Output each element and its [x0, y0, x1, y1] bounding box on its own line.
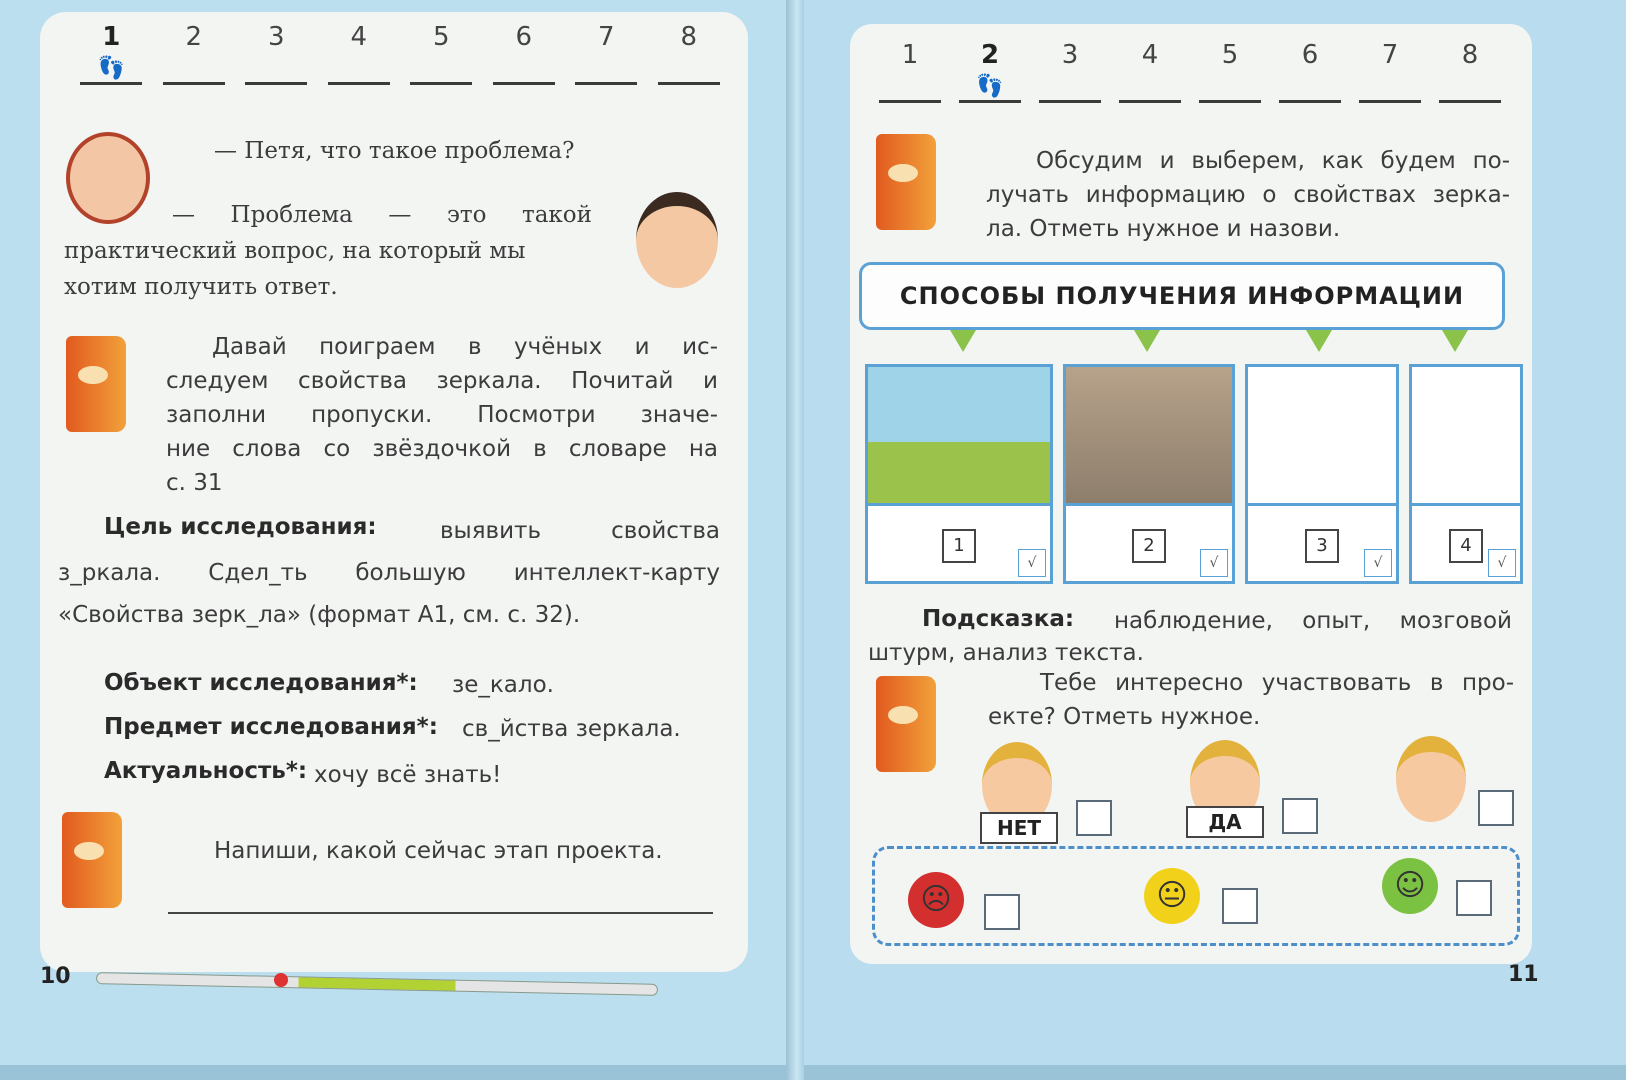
step-4 — [318, 22, 401, 85]
actuality-text: хочу всё знать! — [314, 762, 502, 788]
down-arrow-icon — [950, 330, 976, 352]
method-card-experiment — [1063, 364, 1235, 584]
play-text-line-2: следуем свойства зеркала. Почитай и — [166, 368, 718, 394]
step-7 — [1350, 40, 1430, 103]
step-line — [328, 82, 390, 85]
step-number: 5 — [432, 22, 450, 52]
step-line — [410, 82, 472, 85]
write-prompt: Напиши, какой сейчас этап проекта. — [214, 838, 663, 864]
book-mascot-icon — [66, 336, 126, 432]
goal-label: Цель исследования: — [104, 514, 377, 540]
checkmark-box[interactable]: √ — [1200, 549, 1228, 577]
boy-answer-line-1: — Проблема — это такой — [172, 202, 592, 228]
boy-thinking-avatar — [1396, 736, 1466, 822]
neutral-face-icon: 😐 — [1144, 868, 1200, 924]
card-number: 1 — [942, 529, 976, 563]
brainstorm-image — [1248, 367, 1396, 503]
step-line — [658, 82, 720, 85]
method-card-observation — [865, 364, 1053, 584]
book-mascot-icon — [62, 812, 122, 908]
right-step-tracker — [870, 40, 1510, 103]
card-divider — [1066, 503, 1232, 506]
step-number: 1 — [901, 40, 919, 70]
step-number: 8 — [1461, 40, 1479, 70]
progress-marker — [274, 973, 288, 987]
interest-line-1: Тебе интересно участвовать в про- — [1040, 670, 1514, 696]
boy-answer-line-3: хотим получить ответ. — [64, 274, 338, 300]
lab-experiment-image — [1066, 367, 1232, 503]
subject-text: св_йства зеркала. — [462, 716, 681, 742]
play-text-line-5: с. 31 — [166, 470, 223, 496]
step-line — [1119, 100, 1181, 103]
method-card-brainstorm — [1245, 364, 1399, 584]
info-methods-title: СПОСОБЫ ПОЛУЧЕНИЯ ИНФОРМАЦИИ — [859, 262, 1505, 330]
yes-checkbox[interactable] — [1282, 798, 1318, 834]
step-1 — [870, 40, 950, 103]
step-number: 3 — [1061, 40, 1079, 70]
card-divider — [1248, 503, 1396, 506]
step-number: 3 — [267, 22, 285, 52]
book-mascot-icon — [876, 676, 936, 772]
step-2 — [153, 22, 236, 85]
left-step-tracker — [70, 22, 730, 85]
no-checkbox[interactable] — [1076, 800, 1112, 836]
step-number: 5 — [1221, 40, 1239, 70]
step-line — [959, 100, 1021, 103]
checkmark-box[interactable]: √ — [1364, 549, 1392, 577]
step-line — [493, 82, 555, 85]
step-6 — [1270, 40, 1350, 103]
step-number: 7 — [597, 22, 615, 52]
step-line — [1199, 100, 1261, 103]
step-line — [245, 82, 307, 85]
step-4 — [1110, 40, 1190, 103]
checkmark-box[interactable]: √ — [1488, 549, 1516, 577]
down-arrow-icon — [1442, 330, 1468, 352]
step-5 — [400, 22, 483, 85]
subject-label: Предмет исследования*: — [104, 714, 438, 740]
step-number: 7 — [1381, 40, 1399, 70]
step-3 — [235, 22, 318, 85]
object-text: зе_кало. — [452, 672, 554, 698]
girl-question: — Петя, что такое проблема? — [214, 138, 575, 164]
books-image — [1412, 367, 1520, 503]
no-sign: НЕТ — [980, 812, 1058, 844]
hint-line-1: наблюдение, опыт, мозговой — [1114, 608, 1512, 634]
step-8 — [1430, 40, 1510, 103]
step-line — [879, 100, 941, 103]
card-divider — [1412, 503, 1520, 506]
actuality-label: Актуальность*: — [104, 758, 308, 784]
checkmark-box[interactable]: √ — [1018, 549, 1046, 577]
play-text-line-3: заполни пропуски. Посмотри значе- — [166, 402, 718, 428]
play-text-line-1: Давай поиграем в учёных и ис- — [212, 334, 718, 360]
intro-line-2: лучать информацию о свойствах зерка- — [986, 182, 1510, 208]
step-2 — [950, 40, 1030, 103]
down-arrow-icon — [1306, 330, 1332, 352]
method-card-text-analysis — [1409, 364, 1523, 584]
boy-avatar — [636, 192, 718, 288]
sad-checkbox[interactable] — [984, 894, 1020, 930]
step-line — [80, 82, 142, 85]
down-arrow-icon — [1134, 330, 1160, 352]
card-number: 4 — [1449, 529, 1483, 563]
step-number: 8 — [680, 22, 698, 52]
step-line — [1439, 100, 1501, 103]
girl-avatar — [66, 132, 150, 224]
step-number: 2 — [980, 40, 1000, 70]
right-page-number: 11 — [1508, 962, 1539, 987]
footprints-icon: 👣 — [97, 56, 125, 81]
hint-line-2: штурм, анализ текста. — [868, 640, 1144, 666]
book-mascot-icon — [876, 134, 936, 230]
step-number: 2 — [185, 22, 203, 52]
left-page-number: 10 — [40, 964, 71, 989]
step-number: 6 — [1301, 40, 1319, 70]
hint-label: Подсказка: — [922, 606, 1075, 632]
card-number: 3 — [1305, 529, 1339, 563]
step-7 — [565, 22, 648, 85]
girl-with-magnifier-image — [868, 367, 1050, 503]
goal-line-2: з_ркала. Сдел_ть большую интеллект-карту — [58, 560, 720, 586]
goal-line-3: «Свойства зерк_ла» (формат А1, см. с. 32). — [58, 602, 581, 628]
happy-face-icon: ☺ — [1382, 858, 1438, 914]
step-line — [1359, 100, 1421, 103]
footprints-icon: 👣 — [976, 74, 1004, 99]
boy-answer-line-2: практический вопрос, на который мы — [64, 238, 526, 264]
step-number: 6 — [515, 22, 533, 52]
interest-line-2: екте? Отметь нужное. — [988, 704, 1261, 730]
step-5 — [1190, 40, 1270, 103]
step-line — [575, 82, 637, 85]
card-divider — [868, 503, 1050, 506]
step-line — [163, 82, 225, 85]
happy-checkbox[interactable] — [1456, 880, 1492, 916]
intro-line-1: Обсудим и выберем, как будем по- — [1036, 148, 1510, 174]
step-8 — [648, 22, 731, 85]
step-line — [1039, 100, 1101, 103]
object-label: Объект исследования*: — [104, 670, 418, 696]
sad-face-icon: ☹ — [908, 872, 964, 928]
step-6 — [483, 22, 566, 85]
book-fold — [786, 0, 804, 1080]
step-1 — [70, 22, 153, 85]
yes-sign: ДА — [1186, 806, 1264, 838]
card-number: 2 — [1132, 529, 1166, 563]
answer-line[interactable] — [168, 912, 713, 914]
step-line — [1279, 100, 1341, 103]
goal-line-1: выявить свойства — [440, 518, 720, 544]
step-number: 1 — [102, 22, 121, 52]
neutral-checkbox[interactable] — [1222, 888, 1258, 924]
unsure-checkbox[interactable] — [1478, 790, 1514, 826]
intro-line-3: ла. Отметь нужное и назови. — [986, 216, 1341, 242]
step-3 — [1030, 40, 1110, 103]
step-number: 4 — [350, 22, 368, 52]
step-number: 4 — [1141, 40, 1159, 70]
play-text-line-4: ние слова со звёздочкой в словаре на — [166, 436, 718, 462]
